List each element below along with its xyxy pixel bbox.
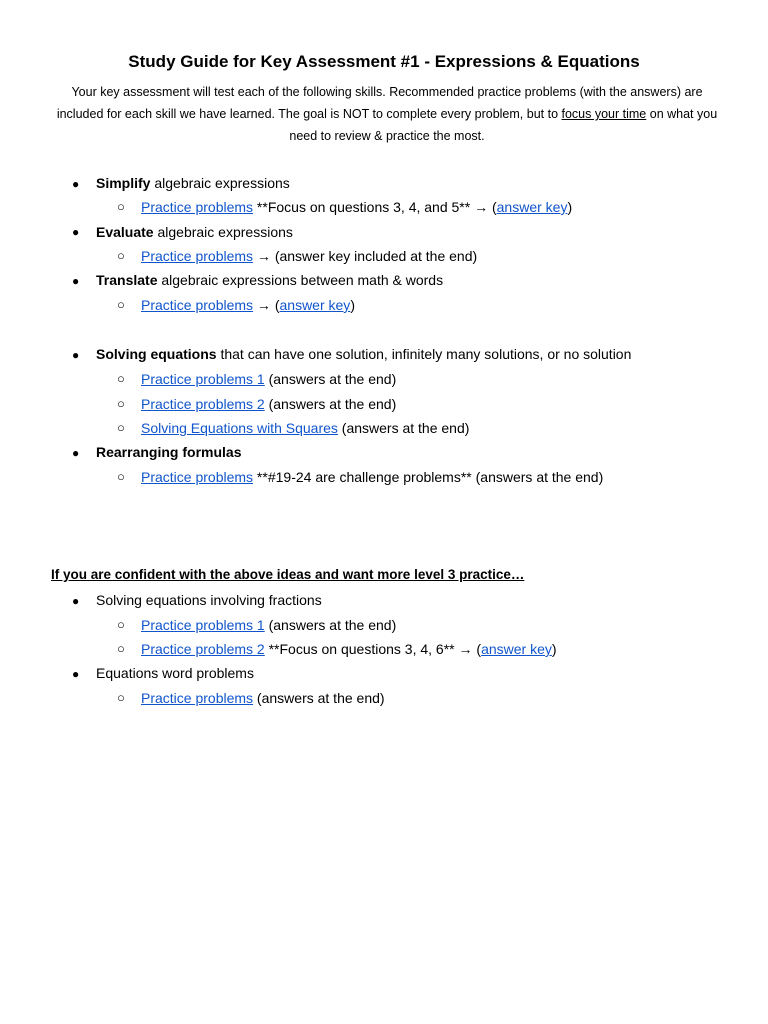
sub-note: (answers at the end)	[264, 396, 397, 412]
sub-note: **Focus on questions 3, 4, 6** → (	[264, 641, 482, 657]
sub-item-evaluate	[141, 247, 477, 265]
skill-desc: algebraic expressions between math & words	[157, 272, 444, 288]
skill-rearranging	[96, 443, 241, 461]
sub-bullet-icon: ○	[117, 469, 125, 484]
sub-item-translate	[141, 296, 355, 314]
answer-key-link[interactable]: answer key	[481, 641, 552, 657]
sub-bullet-icon: ○	[117, 199, 125, 214]
sub-end: )	[567, 199, 573, 215]
sub-item-rearranging	[141, 468, 603, 486]
extra-item-word-problems: Equations word problems	[96, 665, 254, 681]
practice-problems-link[interactable]: Practice problems	[141, 199, 254, 215]
practice-problems-1-link[interactable]: Practice problems 1	[141, 371, 265, 387]
sub-item-word-problems	[141, 689, 385, 707]
bullet-icon: ●	[72, 446, 80, 460]
intro-text-2: on what you need to review & practice the most.	[289, 107, 718, 143]
skill-desc: algebraic expressions	[153, 224, 293, 240]
sub-note: **#19-24 are challenge problems** (answers at the end)	[253, 469, 604, 485]
sub-bullet-icon: ○	[117, 396, 125, 411]
skill-label: Solving equations	[96, 346, 217, 362]
skill-solving	[96, 345, 631, 363]
solving-squares-link[interactable]: Solving Equations with Squares	[141, 420, 338, 436]
skill-simplify	[96, 174, 290, 192]
skill-desc: that can have one solution, infinitely many solutions, or no solution	[216, 346, 632, 362]
skill-evaluate	[96, 223, 293, 241]
sub-note: **Focus on questions 3, 4, and 5** → (	[253, 199, 497, 215]
skill-label: Evaluate	[96, 224, 154, 240]
section-heading: If you are confident with the above ideas and want more level 3 practice…	[51, 567, 525, 582]
sub-note: → (	[253, 297, 280, 313]
sub-note: (answers at the end)	[337, 420, 470, 436]
bullet-icon: ●	[72, 177, 80, 191]
intro-paragraph	[50, 81, 724, 147]
sub-note: (answers at the end)	[264, 371, 397, 387]
sub-bullet-icon: ○	[117, 248, 125, 263]
practice-problems-link[interactable]: Practice problems	[141, 469, 254, 485]
sub-item-simplify	[141, 198, 572, 216]
practice-problems-link[interactable]: Practice problems	[141, 297, 254, 313]
sub-note: → (answer key included at the end)	[253, 248, 478, 264]
bullet-icon: ●	[72, 667, 80, 681]
extra-item-fractions: Solving equations involving fractions	[96, 592, 322, 608]
sub-bullet-icon: ○	[117, 641, 125, 656]
practice-problems-link[interactable]: Practice problems	[141, 690, 254, 706]
sub-bullet-icon: ○	[117, 420, 125, 435]
practice-problems-link[interactable]: Practice problems	[141, 248, 254, 264]
page-title: Study Guide for Key Assessment #1 - Expressions & Equations	[128, 52, 640, 71]
sub-end: )	[551, 641, 557, 657]
bullet-icon: ●	[72, 274, 80, 288]
sub-item-fractions-2	[141, 640, 557, 658]
skill-label: Simplify	[96, 175, 151, 191]
skill-translate	[96, 271, 443, 289]
sub-item-solving-2	[141, 395, 396, 413]
bullet-icon: ●	[72, 594, 80, 608]
skill-label: Rearranging formulas	[96, 444, 242, 460]
intro-text-1: Your key assessment will test each of the following skills. Recommended practice problems (with the answers) are included for each skill we have learned. The goal is NOT to complete every problem, but to	[56, 85, 703, 121]
bullet-icon: ●	[72, 225, 80, 239]
sub-item-fractions-1	[141, 616, 396, 634]
sub-item-solving-1	[141, 370, 396, 388]
practice-problems-1-link[interactable]: Practice problems 1	[141, 617, 265, 633]
answer-key-link[interactable]: answer key	[279, 297, 351, 313]
sub-bullet-icon: ○	[117, 371, 125, 386]
answer-key-link[interactable]: answer key	[496, 199, 568, 215]
intro-underlined: focus your time	[561, 107, 647, 121]
sub-bullet-icon: ○	[117, 617, 125, 632]
sub-note: (answers at the end)	[253, 690, 385, 706]
sub-note: (answers at the end)	[264, 617, 397, 633]
sub-item-solving-3	[141, 419, 469, 437]
practice-problems-2-link[interactable]: Practice problems 2	[141, 641, 265, 657]
bullet-icon: ●	[72, 348, 80, 362]
skill-label: Translate	[96, 272, 158, 288]
sub-bullet-icon: ○	[117, 690, 125, 705]
sub-end: )	[350, 297, 355, 313]
skill-desc: algebraic expressions	[150, 175, 290, 191]
sub-bullet-icon: ○	[117, 297, 125, 312]
practice-problems-2-link[interactable]: Practice problems 2	[141, 396, 265, 412]
